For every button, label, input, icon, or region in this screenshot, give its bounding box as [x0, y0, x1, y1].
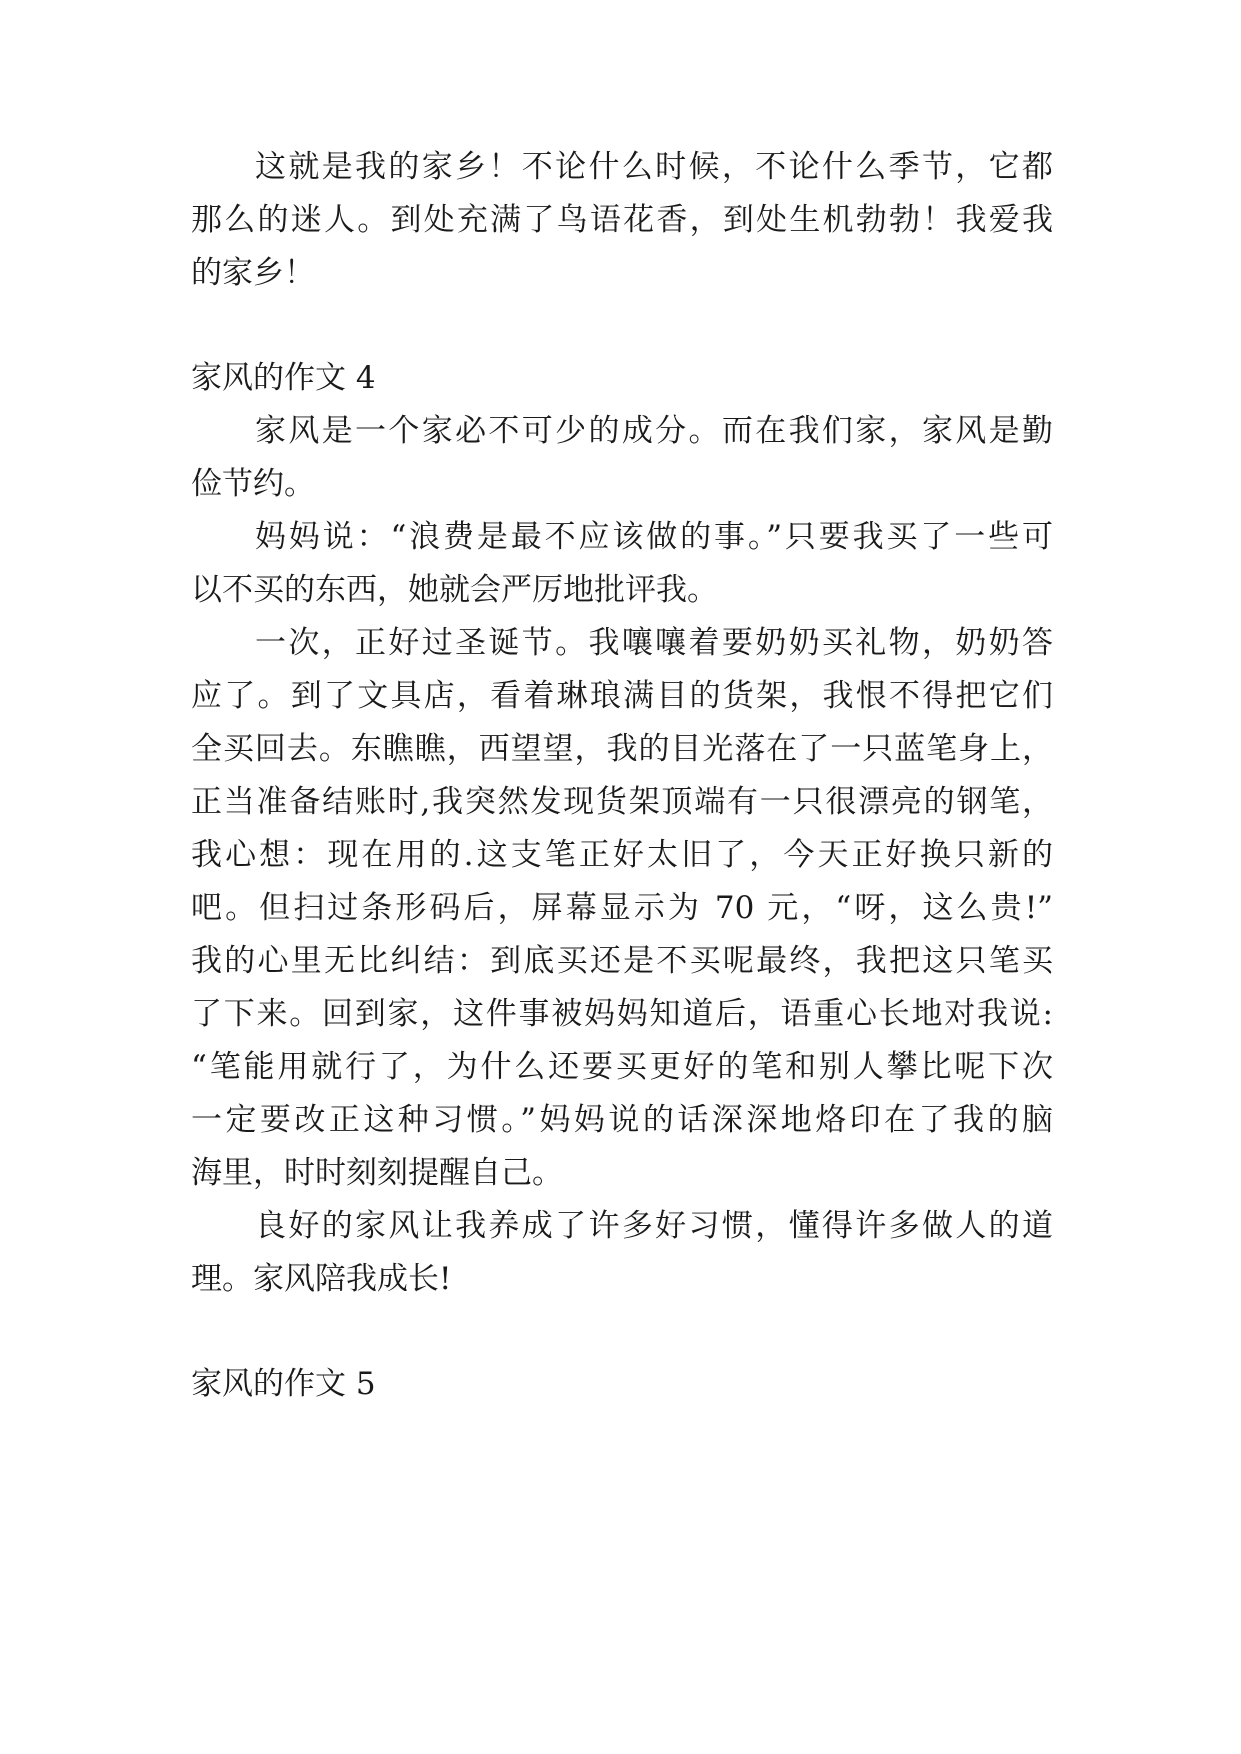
paragraph-line: 家风是一个家必不可少的成分。而在我们家，家风是勤 [255, 413, 1053, 449]
paragraph-line: 一次，正好过圣诞节。我嚷嚷着要奶奶买礼物，奶奶答 [255, 625, 1053, 661]
paragraph-line: 应了。到了文具店，看着琳琅满目的货架，我恨不得把它们 [191, 678, 1053, 714]
paragraph-line: 了下来。回到家，这件事被妈妈知道后，语重心长地对我说: [191, 996, 1053, 1032]
paragraph-line: 妈妈说：“浪费是最不应该做的事。”只要我买了一些可 [255, 519, 1053, 555]
paragraph-line: 那么的迷人。到处充满了鸟语花香，到处生机勃勃！我爱我 [191, 202, 1053, 238]
paragraph-line: “笔能用就行了，为什么还要买更好的笔和别人攀比呢下次 [191, 1049, 1053, 1085]
paragraph-line: 俭节约。 [191, 466, 315, 502]
paragraph-line: 吧。但扫过条形码后，屏幕显示为 70 元，“呀，这么贵!” [191, 890, 1053, 926]
paragraph-line: 的家乡！ [191, 255, 315, 291]
paragraph-line: 我的心里无比纠结：到底买还是不买呢最终，我把这只笔买 [191, 943, 1053, 979]
paragraph-line: 良好的家风让我养成了许多好习惯，懂得许多做人的道 [255, 1208, 1053, 1244]
paragraph-line: 海里，时时刻刻提醒自己。 [191, 1155, 563, 1191]
paragraph-line: 这就是我的家乡！不论什么时候，不论什么季节，它都 [255, 149, 1053, 185]
paragraph-line: 一定要改正这种习惯。”妈妈说的话深深地烙印在了我的脑 [191, 1102, 1053, 1138]
paragraph-line: 全买回去。东瞧瞧，西望望，我的目光落在了一只蓝笔身上， [191, 731, 1053, 767]
section-heading-5: 家风的作文 5 [191, 1366, 376, 1402]
paragraph-line: 我心想：现在用的.这支笔正好太旧了，今天正好换只新的 [191, 837, 1053, 873]
section-heading-4: 家风的作文 4 [191, 360, 376, 396]
paragraph-line: 理。家风陪我成长! [191, 1261, 452, 1297]
paragraph-line: 以不买的东西，她就会严厉地批评我。 [191, 572, 718, 608]
paragraph-line: 正当准备结账时,我突然发现货架顶端有一只很漂亮的钢笔， [191, 784, 1053, 820]
